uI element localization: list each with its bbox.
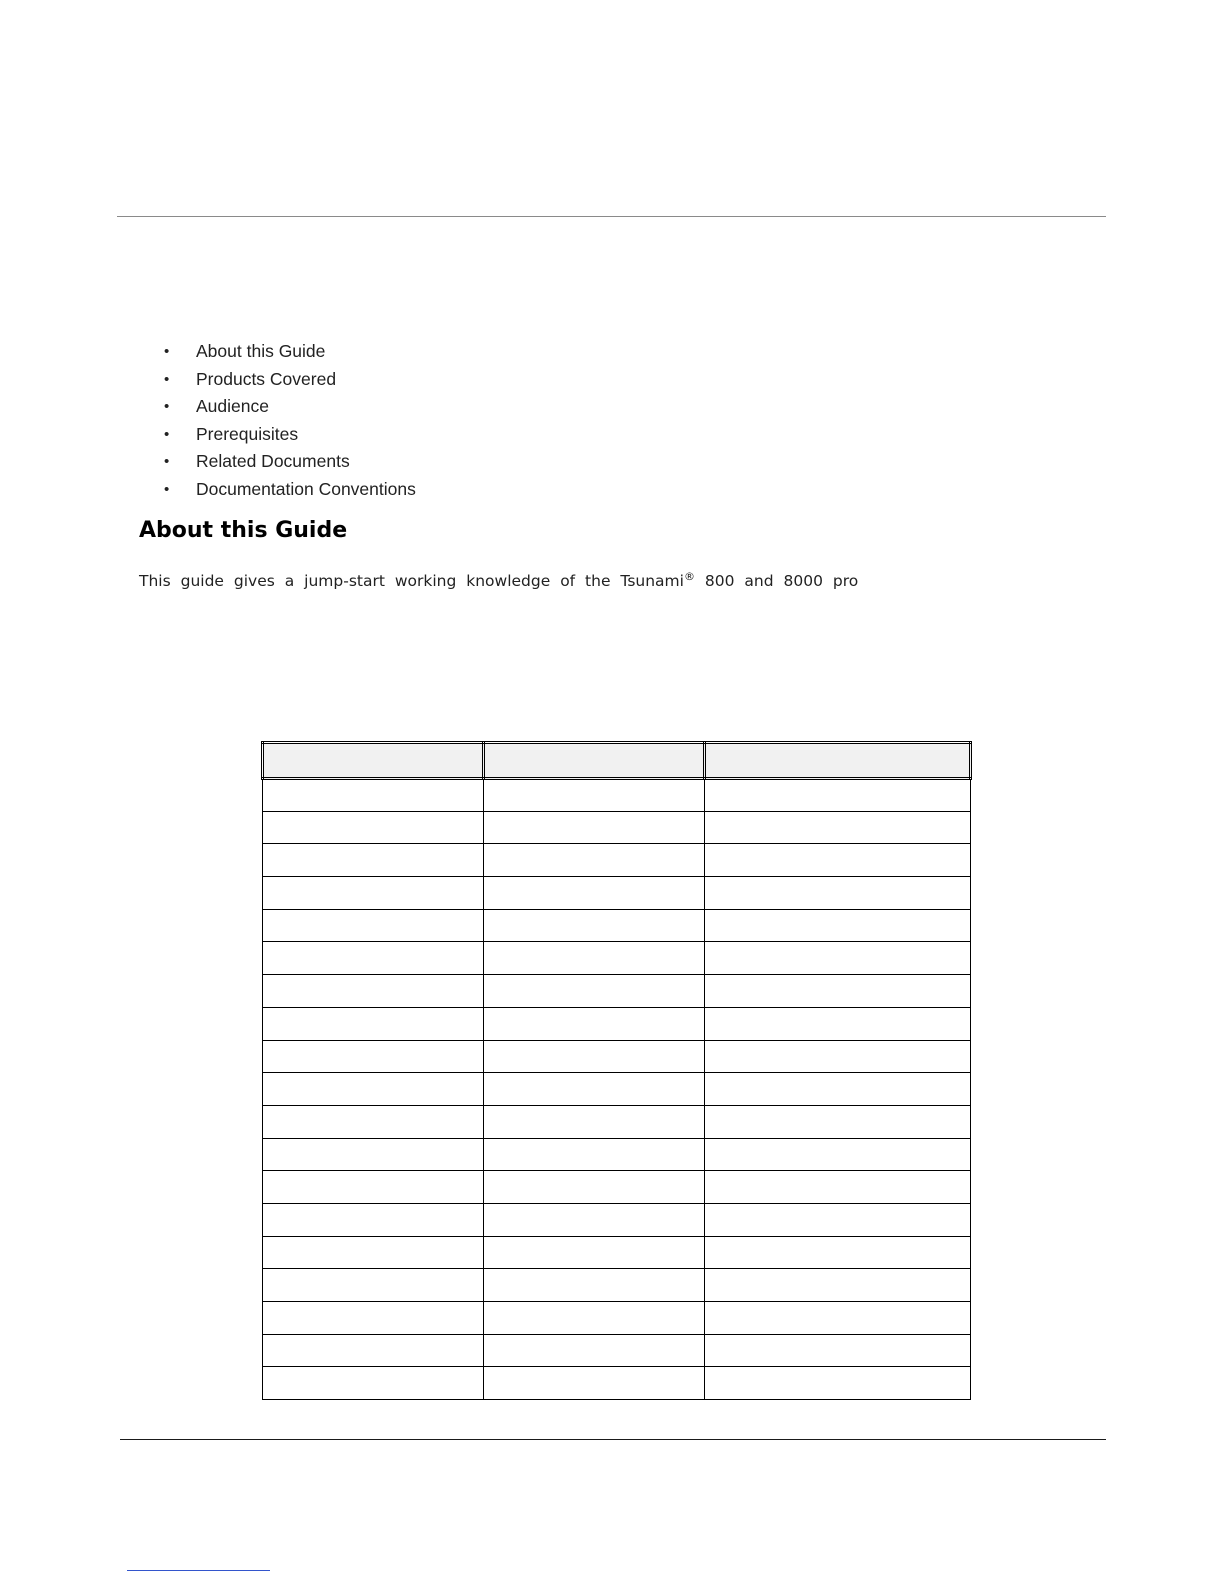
table-row bbox=[263, 1073, 971, 1106]
table-row bbox=[263, 1203, 971, 1236]
top-divider bbox=[117, 216, 1106, 217]
table-cell bbox=[484, 1203, 705, 1236]
table-header-cell bbox=[263, 743, 484, 779]
table-cell bbox=[263, 909, 484, 942]
table-cell bbox=[263, 1105, 484, 1138]
table-cell bbox=[705, 975, 971, 1008]
table-cell bbox=[484, 1236, 705, 1269]
toc-item-about-guide[interactable] bbox=[160, 338, 416, 366]
table-cell bbox=[263, 1302, 484, 1335]
table-cell bbox=[263, 1138, 484, 1171]
table-row bbox=[263, 1105, 971, 1138]
intro-paragraph bbox=[139, 570, 858, 590]
table-cell bbox=[263, 1269, 484, 1302]
toc-item-label: About this Guide bbox=[196, 341, 326, 361]
table-cell bbox=[705, 811, 971, 844]
table-cell bbox=[705, 1171, 971, 1204]
table-cell bbox=[263, 811, 484, 844]
table-cell bbox=[484, 1007, 705, 1040]
toc-item-documentation-conventions[interactable] bbox=[160, 476, 416, 504]
table-cell bbox=[705, 1236, 971, 1269]
toc-item-related-documents[interactable] bbox=[160, 448, 416, 476]
table-cell bbox=[705, 1073, 971, 1106]
intro-text-continued: 800 and 8000 pro bbox=[694, 572, 859, 591]
table-cell bbox=[484, 909, 705, 942]
table-row bbox=[263, 942, 971, 975]
table-cell bbox=[263, 1171, 484, 1204]
table-cell bbox=[705, 942, 971, 975]
section-heading: About this Guide bbox=[139, 518, 348, 543]
bullet-icon: • bbox=[164, 398, 170, 416]
toc-item-products-covered[interactable] bbox=[160, 366, 416, 394]
table-cell bbox=[484, 779, 705, 812]
registered-mark: ® bbox=[683, 570, 695, 583]
toc-item-audience[interactable] bbox=[160, 393, 416, 421]
table-cell bbox=[705, 1138, 971, 1171]
table-cell bbox=[263, 844, 484, 877]
table-cell bbox=[705, 1367, 971, 1400]
table-body bbox=[263, 779, 971, 1400]
footer-link-underline[interactable] bbox=[127, 1570, 270, 1571]
bullet-icon: • bbox=[164, 343, 170, 360]
table-cell bbox=[263, 1007, 484, 1040]
bullet-icon: • bbox=[164, 480, 170, 498]
table-cell bbox=[484, 1367, 705, 1400]
table-cell bbox=[484, 975, 705, 1008]
toc-list bbox=[160, 338, 416, 504]
table-cell bbox=[705, 1105, 971, 1138]
table-cell bbox=[484, 1269, 705, 1302]
bullet-icon: • bbox=[164, 453, 170, 471]
table-cell bbox=[705, 909, 971, 942]
table-row bbox=[263, 1269, 971, 1302]
bullet-icon: • bbox=[164, 370, 170, 388]
products-table bbox=[261, 741, 972, 1400]
table-row bbox=[263, 1302, 971, 1335]
toc-item-label: Related Documents bbox=[196, 451, 350, 472]
table-row bbox=[263, 811, 971, 844]
table-row bbox=[263, 844, 971, 877]
table-row bbox=[263, 877, 971, 910]
table-cell bbox=[705, 1334, 971, 1367]
toc-item-label: Products Covered bbox=[196, 368, 337, 389]
table-cell bbox=[484, 1105, 705, 1138]
table-row bbox=[263, 1007, 971, 1040]
table-row bbox=[263, 1138, 971, 1171]
table-cell bbox=[484, 942, 705, 975]
table-row bbox=[263, 1171, 971, 1204]
table-row bbox=[263, 909, 971, 942]
table-header-cell bbox=[705, 743, 971, 779]
table-cell bbox=[705, 779, 971, 812]
table-cell bbox=[484, 1138, 705, 1171]
table-cell bbox=[263, 1040, 484, 1073]
intro-text: This guide gives a jump-start working knowledge of the Tsunami bbox=[139, 572, 684, 591]
table-cell bbox=[484, 1171, 705, 1204]
table-cell bbox=[705, 1007, 971, 1040]
table-header-row bbox=[263, 743, 971, 779]
bullet-icon: • bbox=[164, 425, 170, 443]
toc-item-label: Prerequisites bbox=[196, 423, 299, 444]
table-row bbox=[263, 1334, 971, 1367]
table-cell bbox=[484, 1302, 705, 1335]
table-cell bbox=[705, 1040, 971, 1073]
toc-item-label: Audience bbox=[196, 396, 269, 417]
table-cell bbox=[484, 844, 705, 877]
table-row bbox=[263, 1236, 971, 1269]
table-cell bbox=[705, 1302, 971, 1335]
table-cell bbox=[484, 1334, 705, 1367]
table-cell bbox=[263, 1236, 484, 1269]
table-cell bbox=[263, 942, 484, 975]
table-cell bbox=[705, 1203, 971, 1236]
table-cell bbox=[263, 877, 484, 910]
table-cell bbox=[263, 1203, 484, 1236]
table-cell bbox=[705, 877, 971, 910]
table-cell bbox=[263, 1073, 484, 1106]
table-header-cell bbox=[484, 743, 705, 779]
toc-item-prerequisites[interactable] bbox=[160, 421, 416, 449]
table-cell bbox=[263, 1367, 484, 1400]
table-cell bbox=[705, 844, 971, 877]
table-cell bbox=[705, 1269, 971, 1302]
table-row bbox=[263, 1367, 971, 1400]
bottom-divider bbox=[120, 1439, 1106, 1440]
table-cell bbox=[484, 811, 705, 844]
table-cell bbox=[263, 975, 484, 1008]
table-cell bbox=[484, 1040, 705, 1073]
table-row bbox=[263, 779, 971, 812]
table-row bbox=[263, 975, 971, 1008]
table-cell bbox=[263, 779, 484, 812]
table-cell bbox=[263, 1334, 484, 1367]
table-cell bbox=[484, 1073, 705, 1106]
table-cell bbox=[484, 877, 705, 910]
table-row bbox=[263, 1040, 971, 1073]
toc-item-label: Documentation Conventions bbox=[196, 478, 416, 499]
